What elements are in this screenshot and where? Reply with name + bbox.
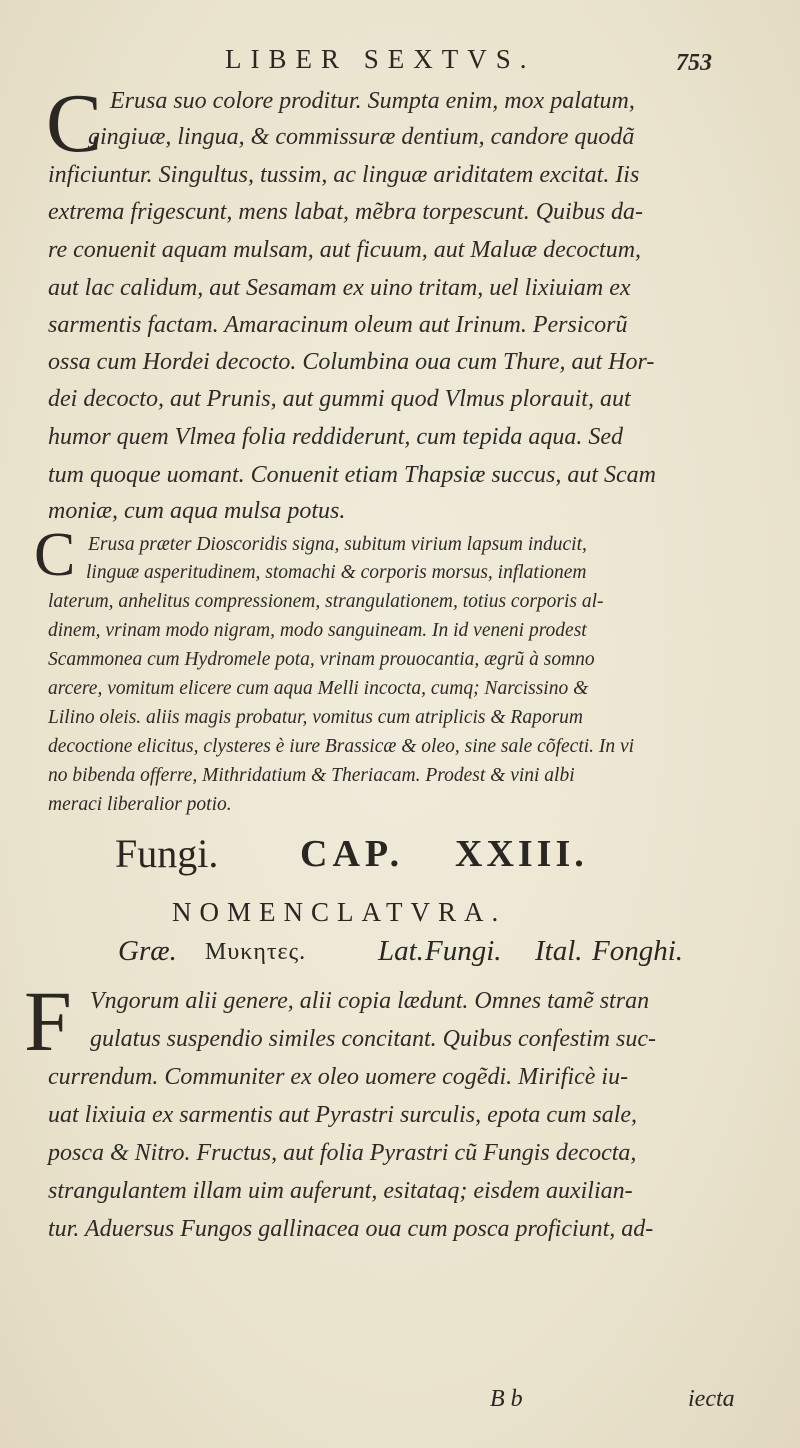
text-line: Erusa præter Dioscoridis signa, subitum virium lapsum inducit, (88, 534, 587, 555)
greek-label: Græ. (118, 935, 177, 967)
text-line: meraci liberalior potio. (48, 794, 232, 815)
italian-name: Fonghi. (592, 935, 684, 967)
text-line: humor quem Vlmea folia reddiderunt, cum tepida aqua. Sed (48, 424, 624, 450)
chapter-number: XXIII. (455, 833, 588, 875)
text-line: re conuenit aquam mulsam, aut ficuum, aut Maluæ decoctum, (48, 237, 642, 263)
chapter-label: CAP. (300, 833, 405, 875)
latin-name: Fungi. (425, 935, 502, 967)
text-line: linguæ asperitudinem, stomachi & corporis morsus, inflationem (86, 562, 587, 583)
paragraph-1 (48, 88, 768, 528)
page-number: 753 (676, 50, 712, 76)
text-line: Erusa suo colore proditur. Sumpta enim, mox palatum, (110, 88, 635, 114)
page-header (0, 44, 800, 84)
text-line: strangulantem illam uim auferunt, esitataq; eisdem auxilian- (48, 1178, 633, 1204)
text-line: gingiuæ, lingua, & commissuræ dentium, candore quodã (88, 124, 635, 150)
text-line: Lilino oleis. aliis magis probatur, vomitus cum atriplicis & Raporum (48, 707, 584, 728)
paragraph-3 (48, 988, 768, 1368)
italian-label: Ital. (535, 935, 583, 967)
greek-name: Μυκητες. (205, 939, 307, 965)
text-line: sarmentis factam. Amaracinum oleum aut Irinum. Persicorũ (48, 312, 628, 338)
text-line: dinem, vrinam modo nigram, modo sanguineam. In id veneni prodest (48, 620, 587, 641)
text-line: no bibenda offerre, Mithridatium & Theriacam. Prodest & vini albi (48, 765, 575, 786)
text-line: aut lac calidum, aut Sesamam ex uino tritam, uel lixiuiam ex (48, 275, 631, 301)
text-line: Scammonea cum Hydromele pota, vrinam prouocantia, ægrũ à somno (48, 649, 595, 670)
text-line: tur. Aduersus Fungos gallinacea oua cum posca proficiunt, ad- (48, 1216, 654, 1242)
text-line: Vngorum alii genere, alii copia lædunt. Omnes tamẽ stran (90, 988, 650, 1014)
text-line: extrema frigescunt, mens labat, mẽbra torpescunt. Quibus da- (48, 199, 644, 225)
text-line: posca & Nitro. Fructus, aut folia Pyrastri cũ Fungis decocta, (48, 1140, 637, 1166)
text-line: currendum. Communiter ex oleo uomere cogẽdi. Mirificè iu- (48, 1064, 629, 1090)
signature-mark: B b (490, 1386, 523, 1412)
text-line: laterum, anhelitus compressionem, strangulationem, totius corporis al- (48, 591, 604, 612)
nomenclature-line (0, 935, 800, 975)
chapter-heading (0, 830, 800, 890)
drop-initial: C (34, 521, 76, 589)
text-line: gulatus suspendio similes concitant. Quibus confestim suc- (90, 1026, 656, 1052)
drop-initial: F (24, 973, 72, 1069)
text-line: arcere, vomitum elicere cum aqua Melli incocta, cumq; Narcissino & (48, 678, 589, 699)
text-line: decoctione elicitus, clysteres è iure Brassicæ & oleo, sine sale cõfecti. In vi (48, 736, 635, 757)
latin-label: Lat. (378, 935, 424, 967)
text-line: tum quoque uomant. Conuenit etiam Thapsiæ succus, aut Scam (48, 462, 656, 488)
text-line: ossa cum Hordei decocto. Columbina oua cum Thure, aut Hor- (48, 349, 655, 375)
running-title: LIBER SEXTVS. (225, 44, 536, 74)
text-line: uat lixiuia ex sarmentis aut Pyrastri surculis, epota cum sale, (48, 1102, 638, 1128)
catchword: iecta (688, 1386, 735, 1412)
text-line: inficiuntur. Singultus, tussim, ac linguæ ariditatem excitat. Iis (48, 162, 640, 188)
chapter-title: Fungi. (115, 831, 219, 876)
text-line: moniæ, cum aqua mulsa potus. (48, 498, 346, 524)
text-line: dei decocto, aut Prunis, aut gummi quod Vlmus plorauit, aut (48, 386, 631, 412)
paragraph-2 (48, 534, 768, 815)
drop-initial: C (46, 77, 103, 170)
nomenclatura-heading: NOMENCLATVRA. (172, 897, 507, 927)
